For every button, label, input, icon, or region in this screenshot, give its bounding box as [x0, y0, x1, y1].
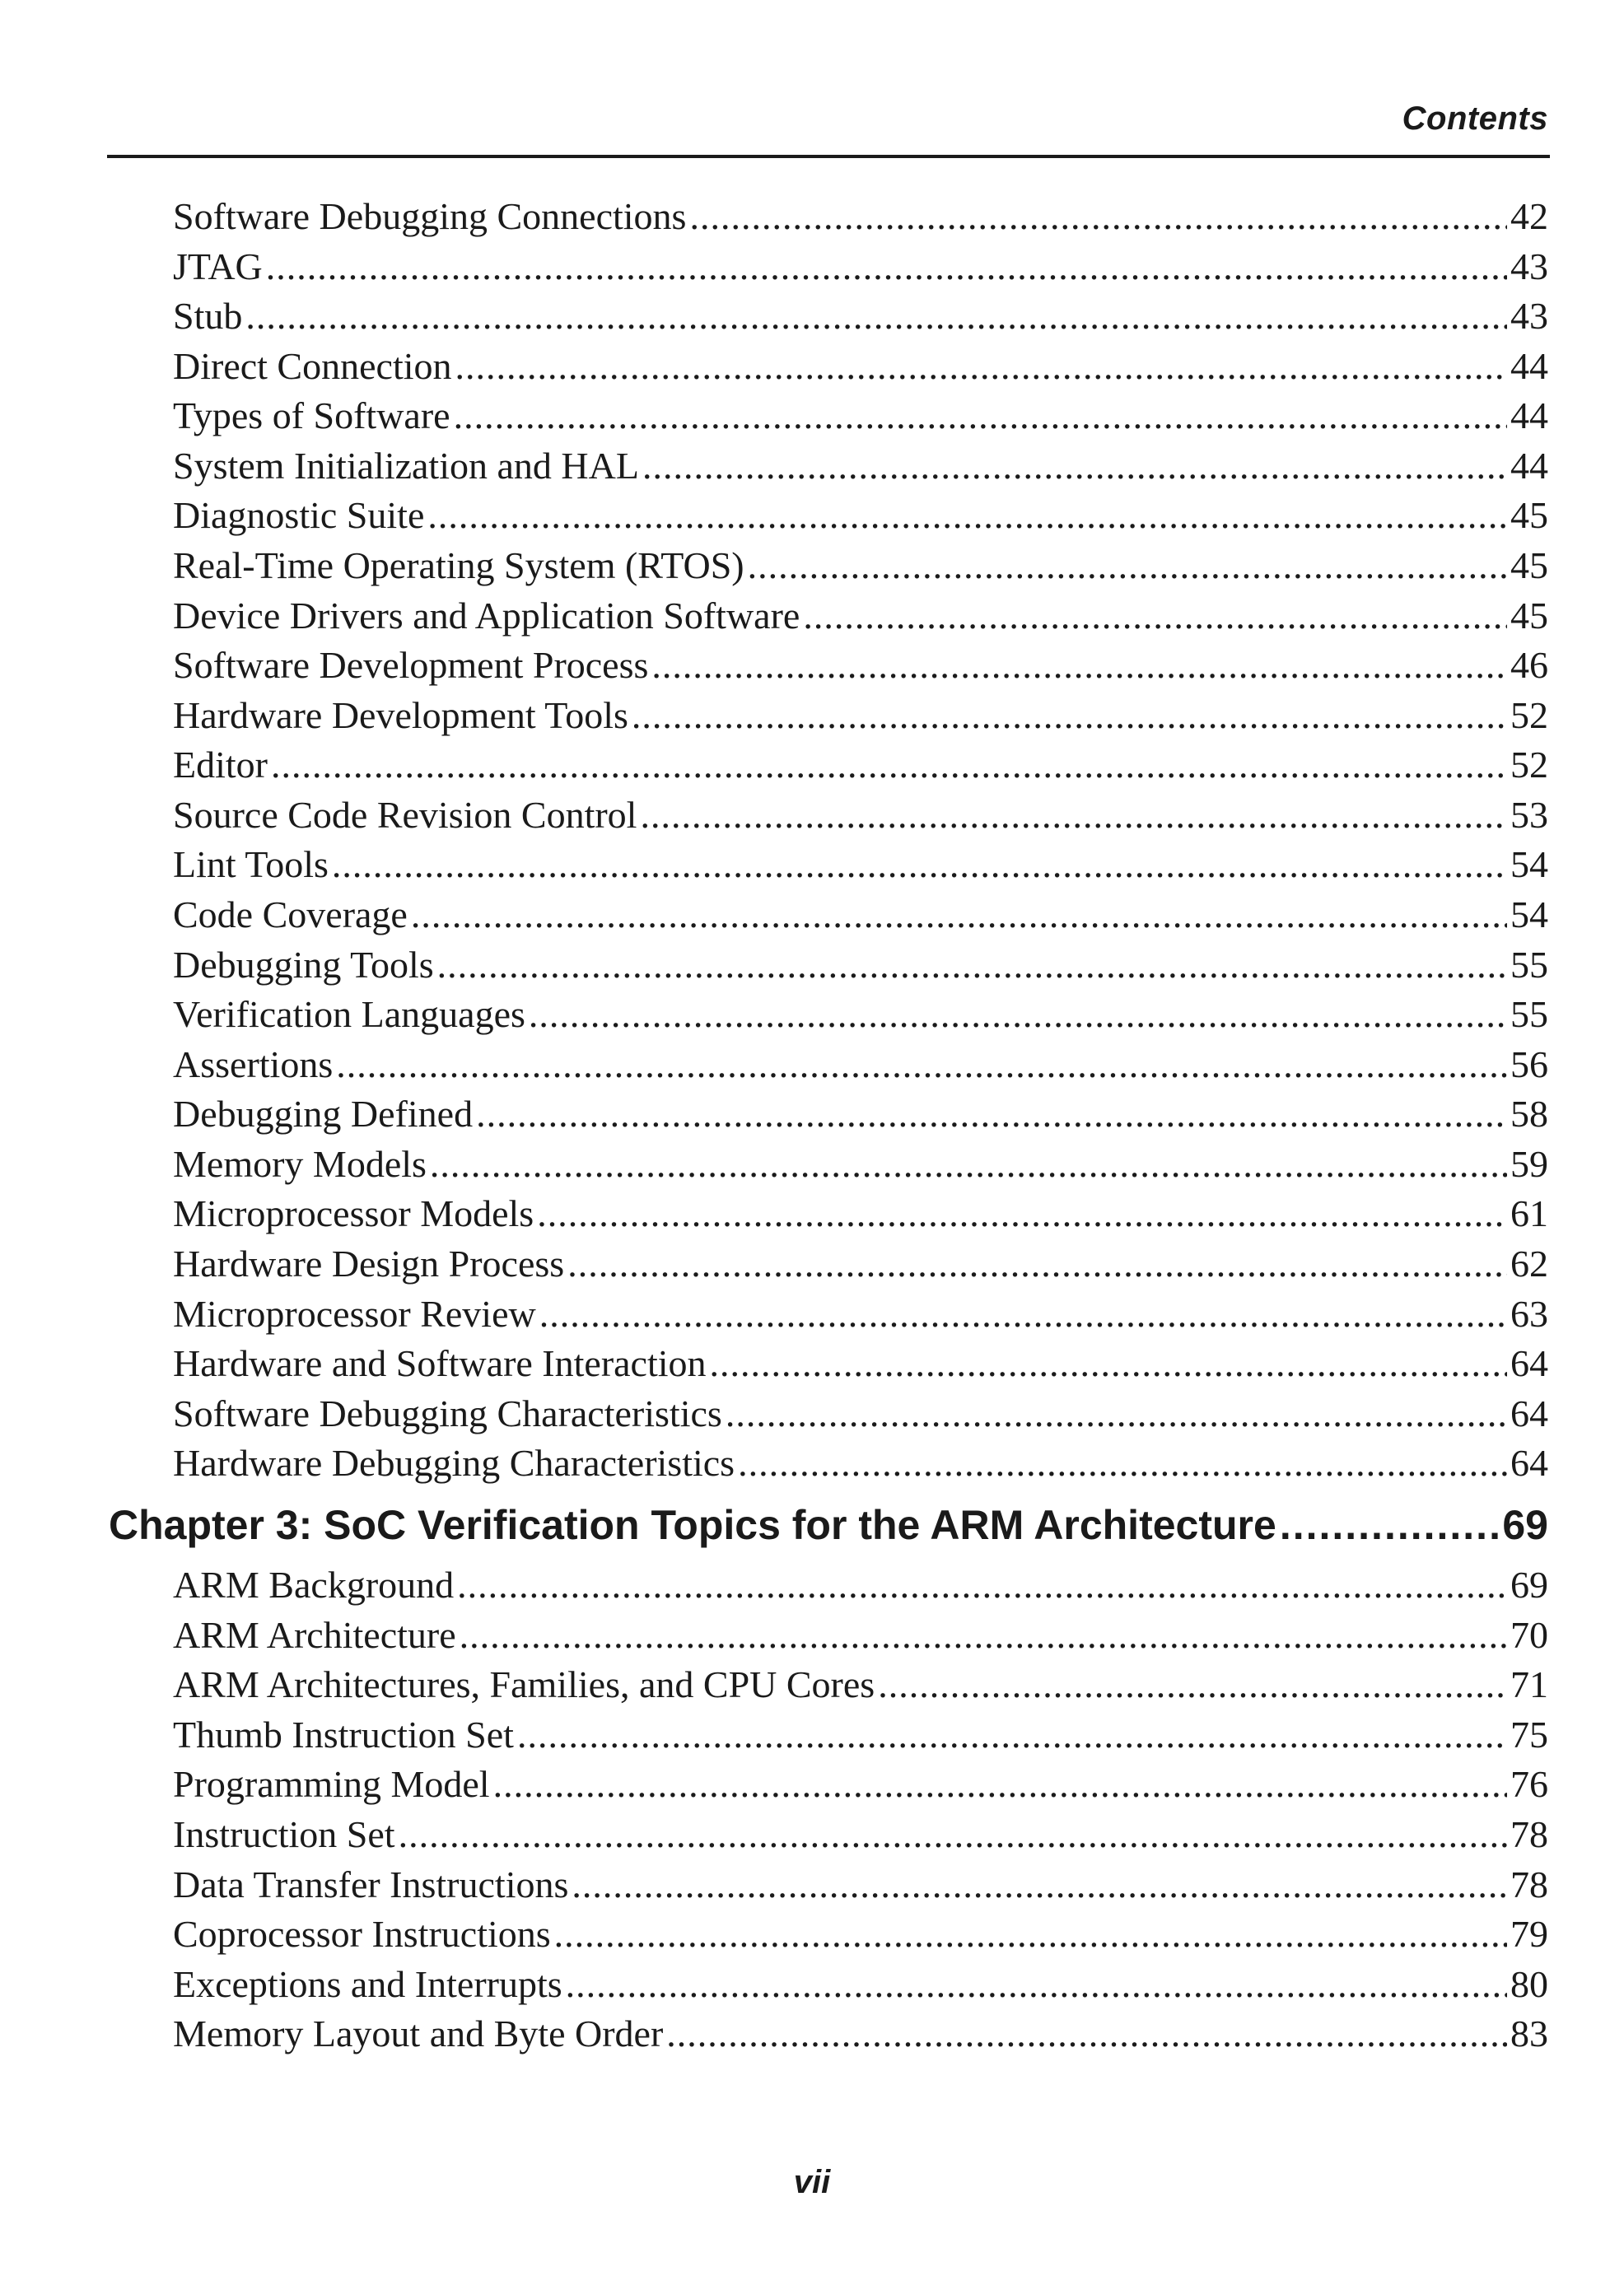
toc-entry[interactable]	[173, 1810, 1548, 1859]
toc-entry[interactable]	[173, 1140, 1548, 1189]
toc-entry-title: Hardware and Software Interaction	[173, 1342, 707, 1384]
toc-chapter-entry[interactable]	[109, 1496, 1548, 1554]
toc-entry[interactable]	[173, 1290, 1548, 1339]
toc-entry-title: Lint Tools	[173, 843, 329, 885]
toc-entry[interactable]	[173, 1189, 1548, 1238]
toc-entry-page: 43	[1510, 245, 1548, 287]
toc-entry-page: 44	[1510, 445, 1548, 487]
toc-entry[interactable]	[173, 740, 1548, 790]
toc-entry[interactable]	[173, 1660, 1548, 1709]
toc-entry-page: 71	[1510, 1663, 1548, 1705]
toc-entry-title: Software Development Process	[173, 644, 649, 686]
toc-entry[interactable]	[173, 441, 1548, 491]
toc-entry-title: Debugging Tools	[173, 944, 434, 986]
dot-leader	[430, 1140, 1507, 1189]
toc-entry-title: Debugging Defined	[173, 1093, 474, 1135]
dot-leader	[427, 491, 1507, 540]
toc-entry-title: Hardware Development Tools	[173, 694, 628, 736]
toc-entry[interactable]	[173, 1910, 1548, 1959]
dot-leader	[537, 1189, 1507, 1238]
dot-leader	[266, 242, 1507, 291]
dot-leader	[710, 1339, 1507, 1388]
toc-entry-title: Hardware Design Process	[173, 1243, 565, 1285]
toc-entry-title: Microprocessor Models	[173, 1192, 534, 1234]
toc-entry-title: Diagnostic Suite	[173, 494, 425, 536]
toc-entry-page: 79	[1510, 1913, 1548, 1955]
toc-entry-title: JTAG	[173, 245, 263, 287]
dot-leader	[632, 691, 1507, 740]
dot-leader	[460, 1611, 1507, 1660]
toc-entry-title: Direct Connection	[173, 345, 452, 387]
toc-entry[interactable]	[173, 890, 1548, 940]
toc-entry-title: Stub	[173, 295, 243, 337]
running-header-title: Contents	[1402, 100, 1548, 137]
toc-entry[interactable]	[173, 1960, 1548, 2009]
toc-entry-page: 54	[1510, 893, 1548, 935]
toc-entry-title: ARM Background	[173, 1564, 455, 1606]
dot-leader	[455, 342, 1507, 391]
toc-entry-page: 55	[1510, 993, 1548, 1035]
toc-entry-page: 62	[1510, 1243, 1548, 1285]
dot-leader	[651, 641, 1507, 690]
toc-entry[interactable]	[173, 641, 1548, 690]
toc-entry-title: Memory Models	[173, 1143, 427, 1185]
dot-leader	[539, 1290, 1507, 1339]
toc-entry[interactable]	[173, 1040, 1548, 1089]
toc-entry[interactable]	[173, 291, 1548, 341]
toc-entry-page: 45	[1510, 595, 1548, 637]
toc-entry-title: ARM Architecture	[173, 1614, 456, 1656]
toc-entry-title: System Initialization and HAL	[173, 445, 639, 487]
toc-entry[interactable]	[173, 1560, 1548, 1610]
toc-entry-page: 52	[1510, 744, 1548, 786]
toc-entry[interactable]	[173, 342, 1548, 391]
toc-entry-page: 76	[1510, 1763, 1548, 1805]
toc-entry-page: 46	[1510, 644, 1548, 686]
toc-entry-page: 54	[1510, 843, 1548, 885]
page-number: vii	[793, 2164, 831, 2200]
toc-entry-page: 44	[1510, 394, 1548, 436]
toc-entry-page: 75	[1510, 1714, 1548, 1756]
toc-entry[interactable]	[173, 791, 1548, 840]
toc-entry[interactable]	[173, 591, 1548, 641]
toc-entry-title: Source Code Revision Control	[173, 794, 637, 836]
toc-entry[interactable]	[173, 1439, 1548, 1488]
toc-entry-title: Microprocessor Review	[173, 1293, 536, 1335]
toc-entry-title: Real-Time Operating System (RTOS)	[173, 544, 744, 586]
toc-entry-title: Memory Layout and Byte Order	[173, 2012, 664, 2054]
toc-entry-title: Device Drivers and Application Software	[173, 595, 800, 637]
toc-entry[interactable]	[173, 242, 1548, 291]
toc-entry-title: Software Debugging Characteristics	[173, 1392, 722, 1434]
dot-leader	[476, 1089, 1507, 1139]
toc-entry[interactable]	[173, 1239, 1548, 1289]
toc-entry-page: 43	[1510, 295, 1548, 337]
toc-entry[interactable]	[173, 2009, 1548, 2059]
toc-entry-page: 45	[1510, 494, 1548, 536]
dot-leader	[554, 1910, 1507, 1959]
dot-leader	[517, 1710, 1507, 1760]
toc-entry-page: 52	[1510, 694, 1548, 736]
dot-leader	[271, 740, 1507, 790]
toc-chapter-title: Chapter 3: SoC Verification Topics for the ARM Architecture	[109, 1502, 1276, 1548]
dot-leader	[726, 1389, 1507, 1439]
toc-entry-title: Hardware Debugging Characteristics	[173, 1442, 735, 1484]
dot-leader	[493, 1760, 1507, 1809]
toc-entry[interactable]	[173, 1089, 1548, 1139]
dot-leader	[803, 591, 1507, 641]
dot-leader	[332, 840, 1507, 889]
toc-entry[interactable]	[173, 1860, 1548, 1910]
toc-entry[interactable]	[173, 491, 1548, 540]
toc-entry-title: Instruction Set	[173, 1813, 395, 1855]
toc-entry[interactable]	[173, 541, 1548, 590]
toc-entry-page: 53	[1510, 794, 1548, 836]
toc-entry[interactable]	[173, 1611, 1548, 1660]
toc-entry[interactable]	[173, 1710, 1548, 1760]
toc-entry-page: 45	[1510, 544, 1548, 586]
dot-leader	[336, 1040, 1507, 1089]
dot-leader	[566, 1960, 1507, 2009]
dot-leader	[738, 1439, 1507, 1488]
toc-entry-page: 59	[1510, 1143, 1548, 1185]
toc-entry-title: Software Debugging Connections	[173, 195, 687, 237]
toc-entry-title: Thumb Instruction Set	[173, 1714, 514, 1756]
dot-leader	[640, 791, 1507, 840]
toc-entry-title: Assertions	[173, 1043, 334, 1085]
dot-leader	[399, 1810, 1507, 1859]
dot-leader	[567, 1239, 1507, 1289]
toc-chapter-page: 69	[1502, 1502, 1548, 1548]
toc-entry-title: Verification Languages	[173, 993, 525, 1035]
toc-entry-title: ARM Architectures, Families, and CPU Cores	[173, 1663, 875, 1705]
dot-leader	[457, 1560, 1507, 1610]
toc-entry-title: Data Transfer Instructions	[173, 1863, 569, 1905]
toc-entry-page: 80	[1510, 1963, 1548, 2005]
toc-entry-page: 64	[1510, 1342, 1548, 1384]
toc-entry-page: 56	[1510, 1043, 1548, 1085]
toc-entry-page: 58	[1510, 1093, 1548, 1135]
dot-leader	[572, 1860, 1507, 1910]
toc-entry[interactable]	[173, 990, 1548, 1039]
toc-entry[interactable]	[173, 391, 1548, 441]
toc-entry-page: 64	[1510, 1442, 1548, 1484]
toc-entry-title: Exceptions and Interrupts	[173, 1963, 562, 2005]
toc-entry-page: 64	[1510, 1392, 1548, 1434]
dot-leader	[642, 441, 1507, 491]
dot-leader	[411, 890, 1507, 940]
toc-entry[interactable]	[173, 1389, 1548, 1439]
toc-entry-page: 61	[1510, 1192, 1548, 1234]
toc-entry-page: 63	[1510, 1293, 1548, 1335]
toc-entry[interactable]	[173, 840, 1548, 889]
dot-leader	[245, 291, 1507, 341]
toc-entry[interactable]	[173, 1339, 1548, 1388]
toc-entry[interactable]	[173, 940, 1548, 990]
toc-entry-page: 44	[1510, 345, 1548, 387]
dot-leader	[689, 192, 1507, 241]
toc-entry-page: 70	[1510, 1614, 1548, 1656]
toc-entry-page: 78	[1510, 1813, 1548, 1855]
toc-entry[interactable]	[173, 192, 1548, 241]
toc-entry-title: Types of Software	[173, 394, 450, 436]
toc-entry-page: 55	[1510, 944, 1548, 986]
toc-entry-title: Code Coverage	[173, 893, 408, 935]
toc-entry-page: 69	[1510, 1564, 1548, 1606]
dot-leader	[666, 2009, 1507, 2059]
toc-entry[interactable]	[173, 1760, 1548, 1809]
toc-entry-title: Programming Model	[173, 1763, 490, 1805]
toc-entry-page: 78	[1510, 1863, 1548, 1905]
toc-entry-title: Editor	[173, 744, 268, 786]
dot-leader	[1280, 1496, 1500, 1554]
toc-entry-page: 42	[1510, 195, 1548, 237]
dot-leader	[878, 1660, 1507, 1709]
toc-entry[interactable]	[173, 691, 1548, 740]
dot-leader	[748, 541, 1507, 590]
dot-leader	[437, 940, 1507, 990]
dot-leader	[529, 990, 1507, 1039]
toc-entry-page: 83	[1510, 2012, 1548, 2054]
toc-entry-title: Coprocessor Instructions	[173, 1913, 551, 1955]
dot-leader	[454, 391, 1507, 441]
